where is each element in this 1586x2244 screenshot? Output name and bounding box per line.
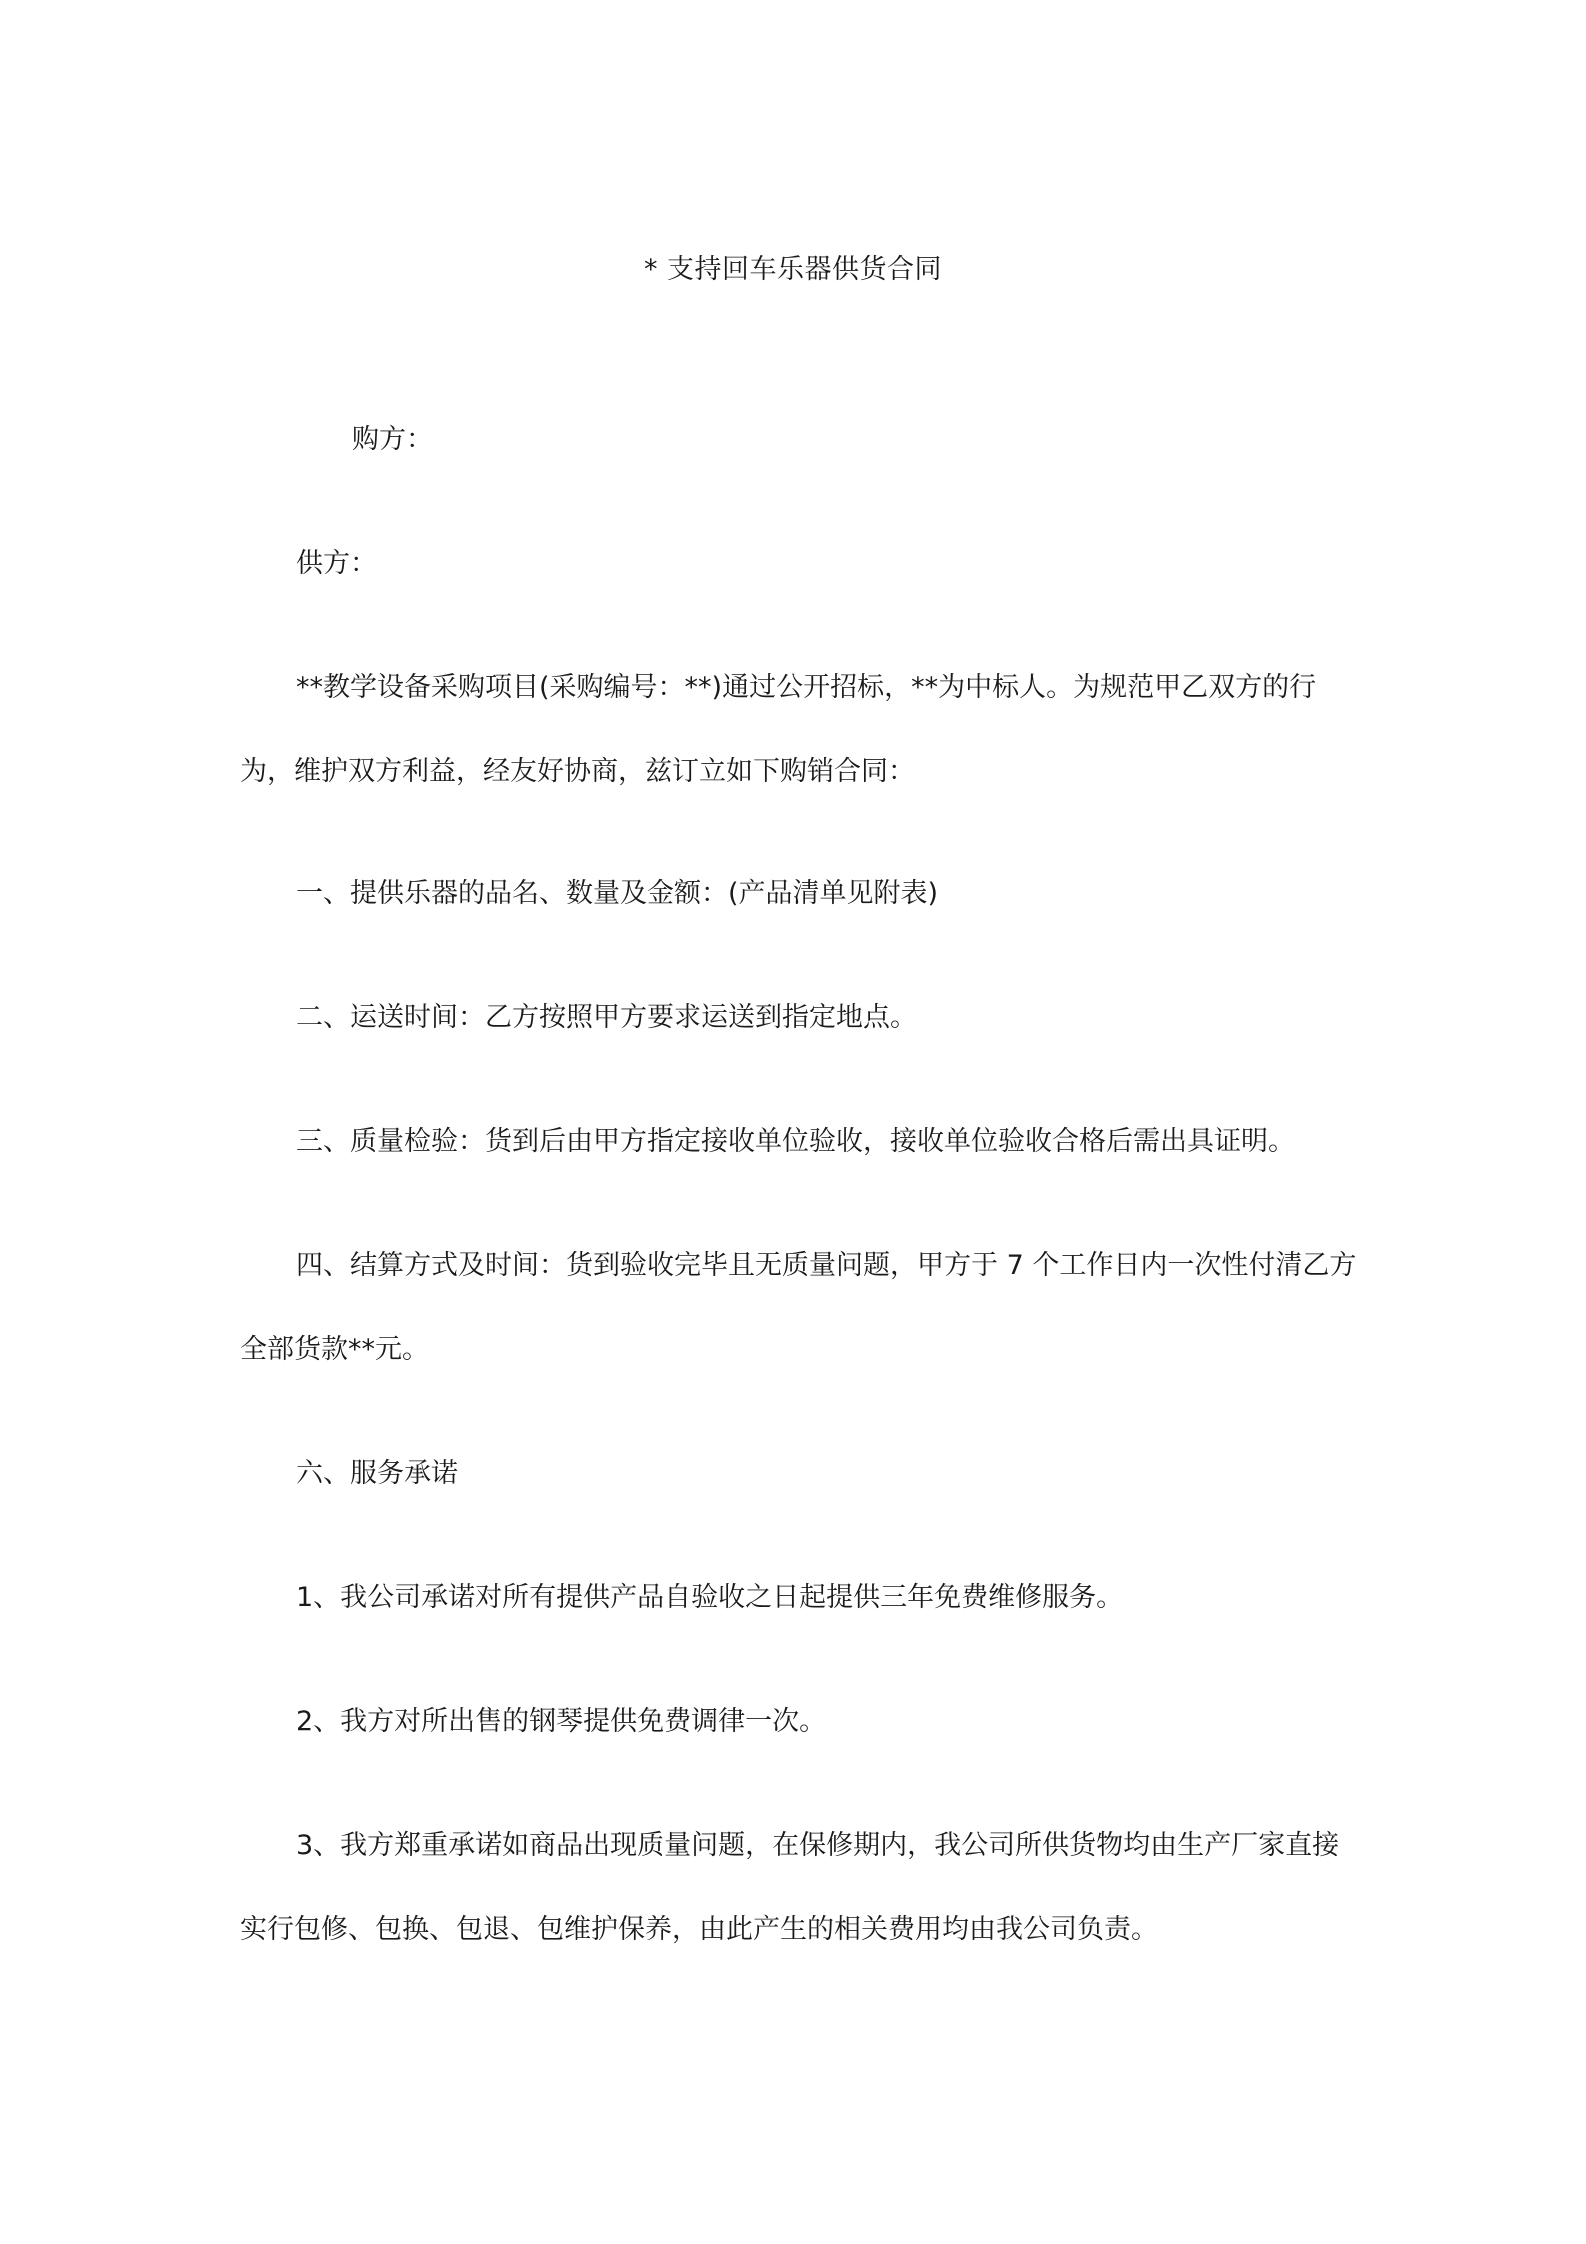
promise-1: 1、我公司承诺对所有提供产品自验收之日起提供三年免费维修服务。 <box>296 1582 1124 1613</box>
supplier-line: 供方： <box>296 548 377 579</box>
clause-6-heading: 六、服务承诺 <box>296 1458 458 1489</box>
buyer-line: 购方： <box>352 424 433 455</box>
intro-paragraph: **教学设备采购项目(采购编号：**)通过公开招标，**为中标人。为规范甲乙双方的行为，维护双方利益，经友好协商，兹订立如下购销合同： <box>240 672 1317 787</box>
clause-3: 三、质量检验：货到后由甲方指定接收单位验收，接收单位验收合格后需出具证明。 <box>296 1126 1295 1157</box>
promise-3: 3、我方郑重承诺如商品出现质量问题，在保修期内，我公司所供货物均由生产厂家直接实行包修、包换、包退、包维护保养，由此产生的相关费用均由我公司负责。 <box>240 1830 1340 1945</box>
clause-1: 一、提供乐器的品名、数量及金额：(产品清单见附表) <box>296 878 939 909</box>
clause-4: 四、结算方式及时间：货到验收完毕且无质量问题，甲方于 7 个工作日内一次性付清乙方全部货款**元。 <box>240 1250 1357 1365</box>
contract-title: * 支持回车乐器供货合同 <box>643 254 943 285</box>
clause-2: 二、运送时间：乙方按照甲方要求运送到指定地点。 <box>296 1002 917 1033</box>
promise-2: 2、我方对所出售的钢琴提供免费调律一次。 <box>296 1706 827 1737</box>
